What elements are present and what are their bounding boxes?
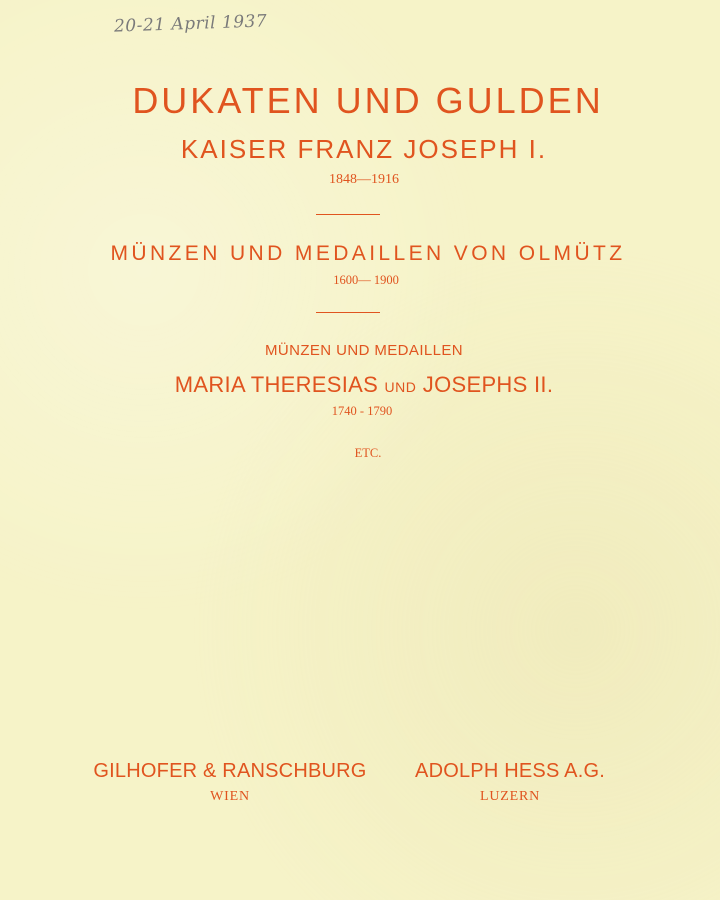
publisher-gilhofer: [86, 760, 374, 805]
publisher-name: ADOLPH HESS A.G.: [415, 760, 605, 782]
handwritten-date-annotation: 20-21 April 1937: [113, 11, 268, 37]
names-part-2: JOSEPHS II.: [416, 372, 554, 397]
main-title: DUKATEN UND GULDEN: [132, 80, 604, 121]
subtitle-years: 1848—1916: [329, 172, 399, 187]
section-maria-theresia-names: [4, 372, 720, 398]
publisher-hess: [402, 760, 618, 805]
subtitle: KAISER FRANZ JOSEPH I.: [180, 134, 548, 164]
publisher-city: LUZERN: [479, 789, 540, 804]
etc-text: ETC.: [354, 446, 382, 460]
publisher-city: WIEN: [210, 789, 250, 804]
section-olmuetz-years: 1600— 1900: [333, 273, 399, 287]
section-maria-theresia-heading: MÜNZEN UND MEDAILLEN: [264, 342, 464, 359]
section-olmuetz-heading: MÜNZEN UND MEDAILLEN VON OLMÜTZ: [110, 242, 626, 265]
names-part-1: MARIA THERESIAS: [174, 372, 385, 397]
publisher-name: GILHOFER & RANSCHBURG: [93, 760, 367, 782]
divider-rule: [316, 214, 380, 215]
divider-rule: [316, 312, 380, 313]
section-maria-theresia-years: 1740 - 1790: [331, 404, 393, 418]
names-connector: UND: [384, 379, 417, 395]
